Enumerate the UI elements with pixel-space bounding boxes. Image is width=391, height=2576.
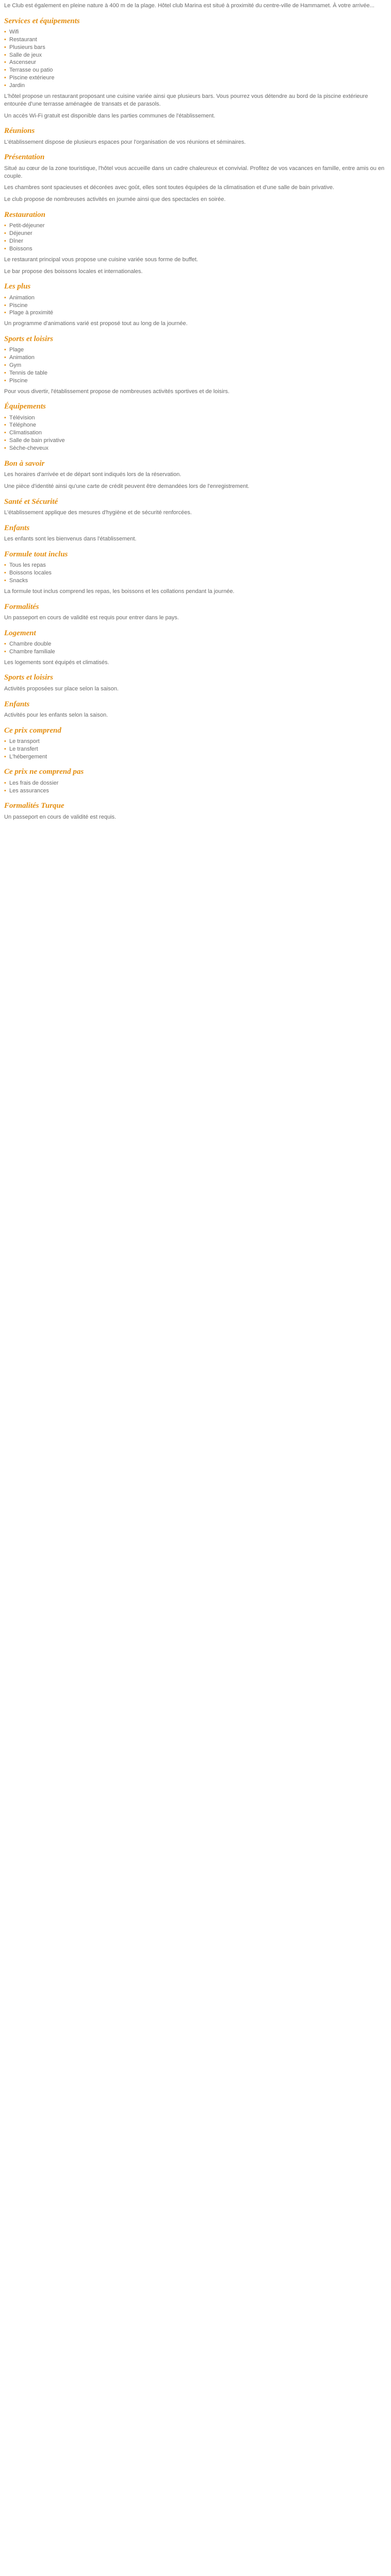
list-item: • Animation [4, 354, 386, 362]
section-title: Sports et loisirs [4, 335, 54, 344]
section-title: Formule tout inclus [4, 550, 68, 558]
list-item: • Piscine extérieure [4, 74, 386, 82]
list-item: • Chambre familiale [4, 648, 386, 656]
list-item: • Wifi [4, 28, 386, 36]
section-paragraph: Un passeport en cours de validité est requis pour entrer dans le pays. [4, 614, 179, 621]
list-item: • Chambre double [4, 640, 386, 648]
feature-list [4, 222, 386, 252]
feature-list [4, 28, 386, 90]
section-paragraph: Les logements sont équipés et climatisés. [4, 659, 109, 666]
section [4, 672, 386, 692]
section-title: Enfants [4, 700, 30, 708]
section-paragraph: La formule tout inclus comprend les repas, les boissons et les collations pendant la journée. [4, 588, 235, 595]
list-item: • Le transfert [4, 745, 386, 753]
section-title: Ce prix comprend [4, 726, 61, 735]
section-title: Sports et loisirs [4, 673, 54, 682]
feature-list [4, 640, 386, 656]
list-item: • Animation [4, 294, 386, 302]
list-item: • Boissons [4, 245, 386, 253]
feature-list [4, 738, 386, 761]
list-item: • Plage [4, 346, 386, 354]
section [4, 334, 386, 395]
section-paragraph: Un programme d'animations varié est proposé tout au long de la journée. [4, 320, 188, 327]
list-item: • Les frais de dossier [4, 779, 386, 787]
section-paragraph: Pour vous divertir, l'établissement propose de nombreuses activités sportives et de loisirs. [4, 388, 230, 395]
list-item: • Piscine [4, 377, 386, 385]
section [4, 549, 386, 596]
list-item: • Tennis de table [4, 369, 386, 377]
section-paragraph: Les enfants sont les bienvenus dans l'établissement. [4, 536, 137, 543]
section [4, 628, 386, 667]
section-paragraph: L'hôtel propose un restaurant proposant une cuisine variée ainsi que plusieurs bars. Vous pourrez vous détendre au bord de la piscine extérieure entourée d'une terrasse aménagée de transats et de parasols. [4, 93, 368, 107]
list-item: • Ascenseur [4, 59, 386, 66]
list-item: • Salle de jeux [4, 52, 386, 59]
list-item: • Le transport [4, 738, 386, 745]
sections [4, 16, 386, 821]
section-paragraph: Activités pour les enfants selon la saison. [4, 711, 108, 718]
section [4, 801, 386, 821]
section [4, 699, 386, 719]
section-paragraph: Le bar propose des boissons locales et internationales. [4, 268, 143, 275]
list-item: • Petit-déjeuner [4, 222, 386, 230]
feature-list [4, 414, 386, 452]
feature-list [4, 562, 386, 585]
list-item: • Piscine [4, 302, 386, 310]
section [4, 126, 386, 146]
list-item: • Plusieurs bars [4, 44, 386, 52]
list-item: • Tous les repas [4, 562, 386, 569]
list-item: • Salle de bain privative [4, 437, 386, 445]
section [4, 602, 386, 622]
list-item: • Déjeuner [4, 230, 386, 238]
section-title: Formalités Turque [4, 802, 64, 810]
section-title: Présentation [4, 153, 45, 162]
page [0, 0, 391, 821]
section [4, 210, 386, 275]
section-title: Logement [4, 629, 36, 637]
section-title: Bon à savoir [4, 459, 45, 468]
section-paragraph: Situé au cœur de la zone touristique, l'hôtel vous accueille dans un cadre chaleureux et convivial. Profitez de vos vacances en famille, entre amis ou en couple. [4, 165, 385, 179]
section-title: Les plus [4, 282, 31, 291]
section [4, 401, 386, 452]
feature-list [4, 346, 386, 384]
list-item: • Dîner [4, 238, 386, 245]
section-paragraph: Le restaurant principal vous propose une cuisine variée sous forme de buffet. [4, 256, 198, 263]
section-title: Ce prix ne comprend pas [4, 768, 84, 776]
list-item: • Boissons locales [4, 569, 386, 577]
feature-list [4, 294, 386, 317]
section-paragraph: L'établissement applique des mesures d'hygiène et de sécurité renforcées. [4, 510, 192, 516]
section-title: Services et équipements [4, 16, 80, 25]
section [4, 16, 386, 120]
list-item: • L'hébergement [4, 753, 386, 761]
section [4, 152, 386, 204]
section [4, 459, 386, 490]
list-item: • Jardin [4, 82, 386, 90]
feature-list [4, 779, 386, 795]
section [4, 767, 386, 794]
section-paragraph: Activités proposées sur place selon la saison. [4, 685, 119, 692]
section-paragraph: Les chambres sont spacieuses et décorées avec goût, elles sont toutes équipées de la climatisation et d'une salle de bain privative. [4, 184, 334, 191]
list-item: • Climatisation [4, 429, 386, 437]
section-paragraph: Un accès Wi-Fi gratuit est disponible dans les parties communes de l'établissement. [4, 112, 216, 119]
list-item: • Terrasse ou patio [4, 66, 386, 74]
section-title: Réunions [4, 127, 35, 135]
section [4, 281, 386, 328]
section-paragraph: Une pièce d'identité ainsi qu'une carte de crédit peuvent être demandées lors de l'enregistrement. [4, 483, 250, 489]
section-title: Équipements [4, 402, 46, 411]
intro-text: Le Club est également en pleine nature à 400 m de la plage. Hôtel club Marina est situé à proximité du centre-ville de Hammamet. À votre arrivée... [4, 3, 374, 9]
list-item: • Télévision [4, 414, 386, 422]
section-title: Enfants [4, 523, 30, 532]
section [4, 725, 386, 761]
list-item: • Plage à proximité [4, 309, 386, 317]
list-item: • Téléphone [4, 421, 386, 429]
list-item: • Les assurances [4, 787, 386, 795]
section [4, 497, 386, 517]
section-paragraph: Les horaires d'arrivée et de départ sont indiqués lors de la réservation. [4, 471, 182, 478]
section [4, 523, 386, 543]
list-item: • Sèche-cheveux [4, 445, 386, 452]
section-title: Formalités [4, 602, 39, 611]
section-paragraph: Le club propose de nombreuses activités en journée ainsi que des spectacles en soirée. [4, 196, 226, 203]
list-item: • Snacks [4, 577, 386, 585]
section-title: Restauration [4, 211, 46, 219]
section-paragraph: Un passeport en cours de validité est requis. [4, 814, 117, 820]
list-item: • Restaurant [4, 36, 386, 44]
section-title: Santé et Sécurité [4, 497, 58, 506]
list-item: • Gym [4, 362, 386, 369]
section-paragraph: L'établissement dispose de plusieurs espaces pour l'organisation de vos réunions et séminaires. [4, 139, 246, 145]
